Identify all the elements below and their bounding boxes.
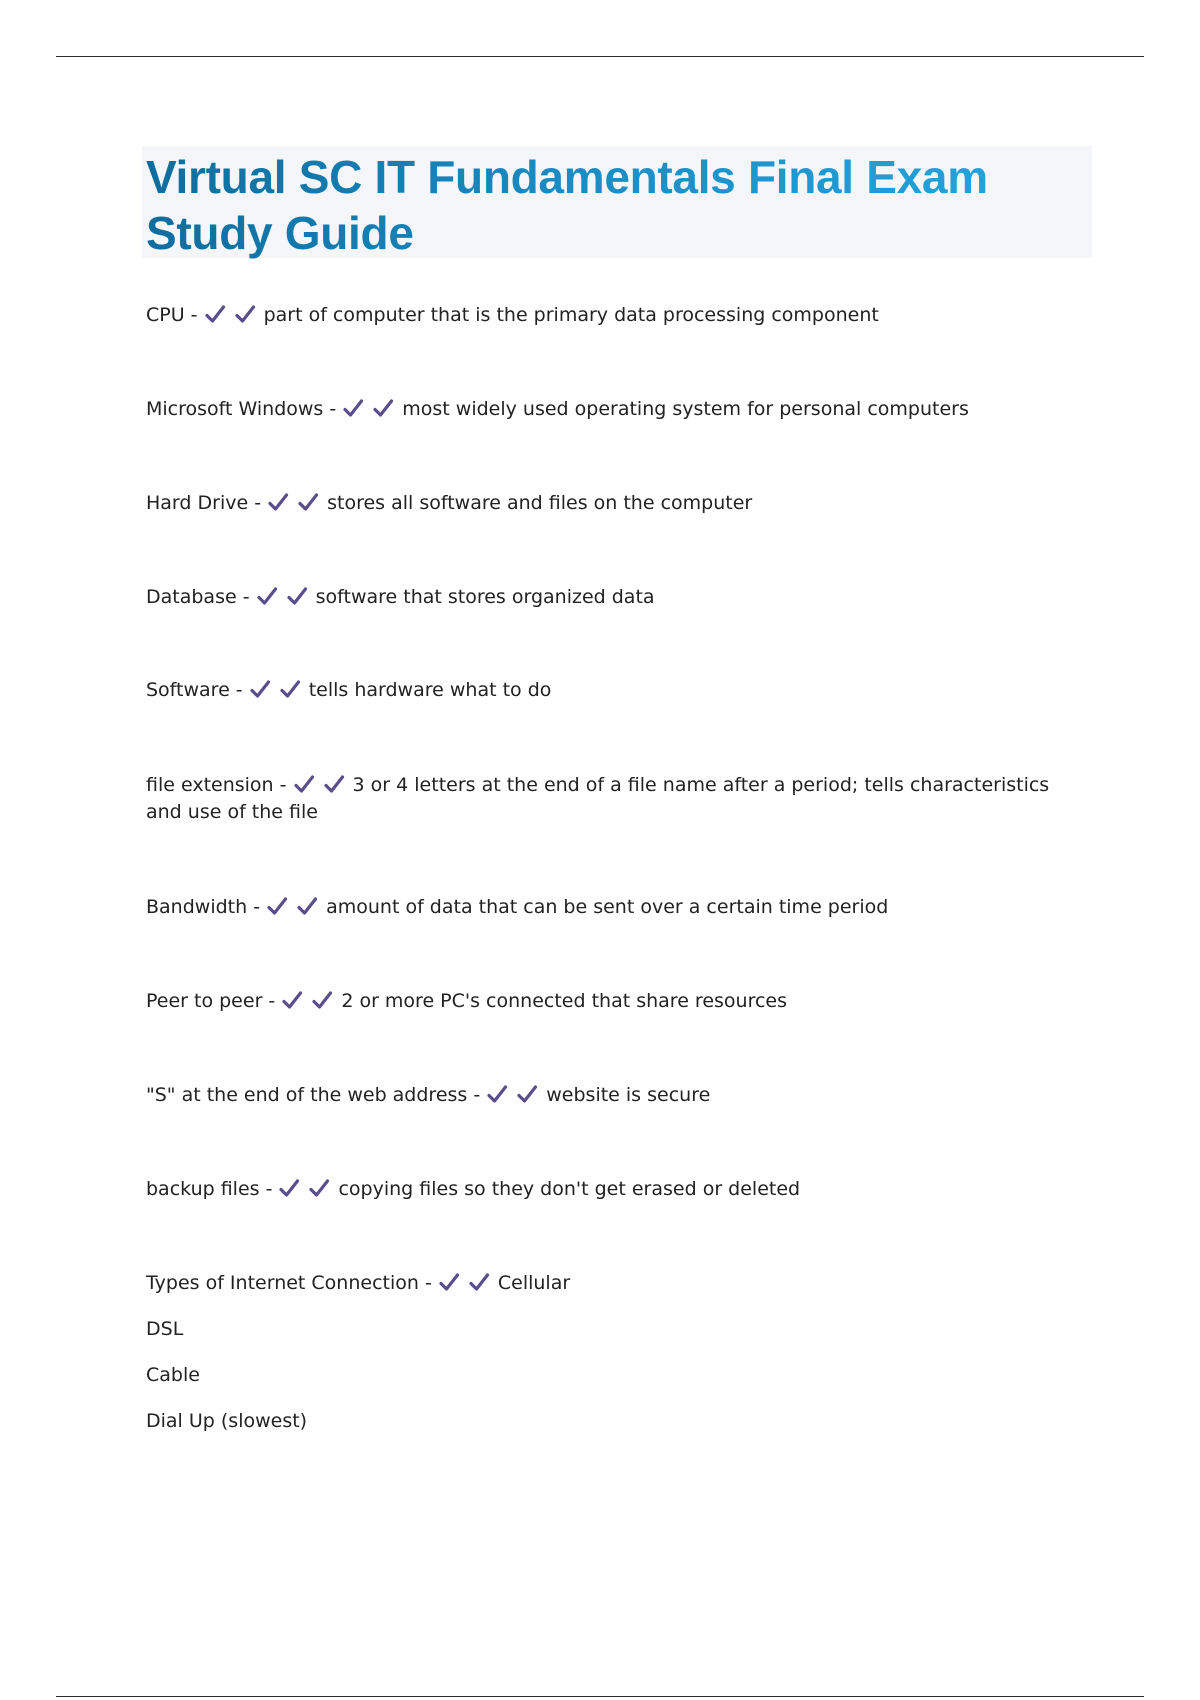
qa-separator: - bbox=[229, 679, 249, 701]
checkmark-icon bbox=[293, 773, 315, 795]
qa-item bbox=[146, 584, 1076, 611]
checkmark-icon bbox=[486, 1083, 508, 1105]
qa-answer-line: Dial Up (slowest) bbox=[146, 1410, 308, 1432]
qa-separator: - bbox=[248, 492, 268, 514]
header-rule bbox=[56, 56, 1144, 57]
qa-answer: amount of data that can be sent over a certain time period bbox=[326, 896, 889, 918]
qa-term: Microsoft Windows bbox=[146, 398, 324, 420]
title-banner bbox=[142, 146, 1092, 258]
qa-answer: 3 or 4 letters at the end of a file name after a period; tells characteristics and use of the file bbox=[146, 774, 1050, 823]
checkmark-icon bbox=[311, 989, 333, 1011]
qa-answer: tells hardware what to do bbox=[308, 679, 552, 701]
qa-item bbox=[146, 988, 1076, 1015]
qa-separator: - bbox=[323, 398, 343, 420]
qa-separator: - bbox=[418, 1272, 438, 1294]
checkmark-icon bbox=[516, 1083, 538, 1105]
qa-item bbox=[146, 490, 1076, 517]
checkmark-icon bbox=[204, 303, 226, 325]
qa-answer: 2 or more PC's connected that share resources bbox=[341, 990, 787, 1012]
qa-answer: website is secure bbox=[546, 1084, 711, 1106]
checkmark-icon bbox=[249, 678, 271, 700]
checkmark-icon bbox=[372, 397, 394, 419]
qa-term: Database bbox=[146, 586, 237, 608]
qa-answer: copying files so they don't get erased or deleted bbox=[338, 1178, 801, 1200]
qa-answer: Cellular bbox=[497, 1272, 571, 1294]
qa-separator: - bbox=[247, 896, 267, 918]
qa-term: Types of Internet Connection bbox=[146, 1272, 419, 1294]
qa-separator: - bbox=[467, 1084, 487, 1106]
checkmark-icon bbox=[281, 989, 303, 1011]
qa-separator: - bbox=[262, 990, 282, 1012]
checkmark-icon bbox=[297, 491, 319, 513]
qa-term: "S" at the end of the web address bbox=[146, 1084, 468, 1106]
qa-separator: - bbox=[236, 586, 256, 608]
checkmark-icon bbox=[308, 1177, 330, 1199]
qa-item bbox=[146, 396, 1076, 423]
qa-term: Software bbox=[146, 679, 230, 701]
qa-separator: - bbox=[273, 774, 293, 796]
qa-answer-line: DSL bbox=[146, 1318, 184, 1340]
qa-item bbox=[146, 894, 1076, 921]
checkmark-icon bbox=[468, 1271, 490, 1293]
qa-term: Hard Drive bbox=[146, 492, 249, 514]
qa-answer-line: Cable bbox=[146, 1364, 200, 1386]
qa-item bbox=[146, 1270, 1076, 1435]
checkmark-icon bbox=[286, 585, 308, 607]
qa-answer: stores all software and files on the computer bbox=[327, 492, 753, 514]
checkmark-icon bbox=[438, 1271, 460, 1293]
qa-item bbox=[146, 772, 1076, 826]
checkmark-icon bbox=[267, 491, 289, 513]
qa-answer: part of computer that is the primary data processing component bbox=[263, 304, 879, 326]
qa-item bbox=[146, 1082, 1076, 1109]
checkmark-icon bbox=[266, 895, 288, 917]
qa-item bbox=[146, 677, 1076, 704]
qa-answer: most widely used operating system for personal computers bbox=[402, 398, 969, 420]
checkmark-icon bbox=[256, 585, 278, 607]
qa-term: CPU bbox=[146, 304, 185, 326]
checkmark-icon bbox=[342, 397, 364, 419]
qa-term: Bandwidth bbox=[146, 896, 248, 918]
qa-answer: software that stores organized data bbox=[315, 586, 655, 608]
checkmark-icon bbox=[296, 895, 318, 917]
qa-item bbox=[146, 302, 1076, 329]
qa-term: file extension bbox=[146, 774, 274, 796]
footer-rule bbox=[56, 1696, 1144, 1697]
qa-separator: - bbox=[184, 304, 204, 326]
qa-term: Peer to peer bbox=[146, 990, 263, 1012]
qa-separator: - bbox=[259, 1178, 279, 1200]
checkmark-icon bbox=[278, 1177, 300, 1199]
checkmark-icon bbox=[323, 773, 345, 795]
checkmark-icon bbox=[279, 678, 301, 700]
checkmark-icon bbox=[234, 303, 256, 325]
qa-item bbox=[146, 1176, 1076, 1203]
document-title: Virtual SC IT Fundamentals Final Exam Study Guide bbox=[146, 146, 1092, 261]
qa-term: backup files bbox=[146, 1178, 260, 1200]
